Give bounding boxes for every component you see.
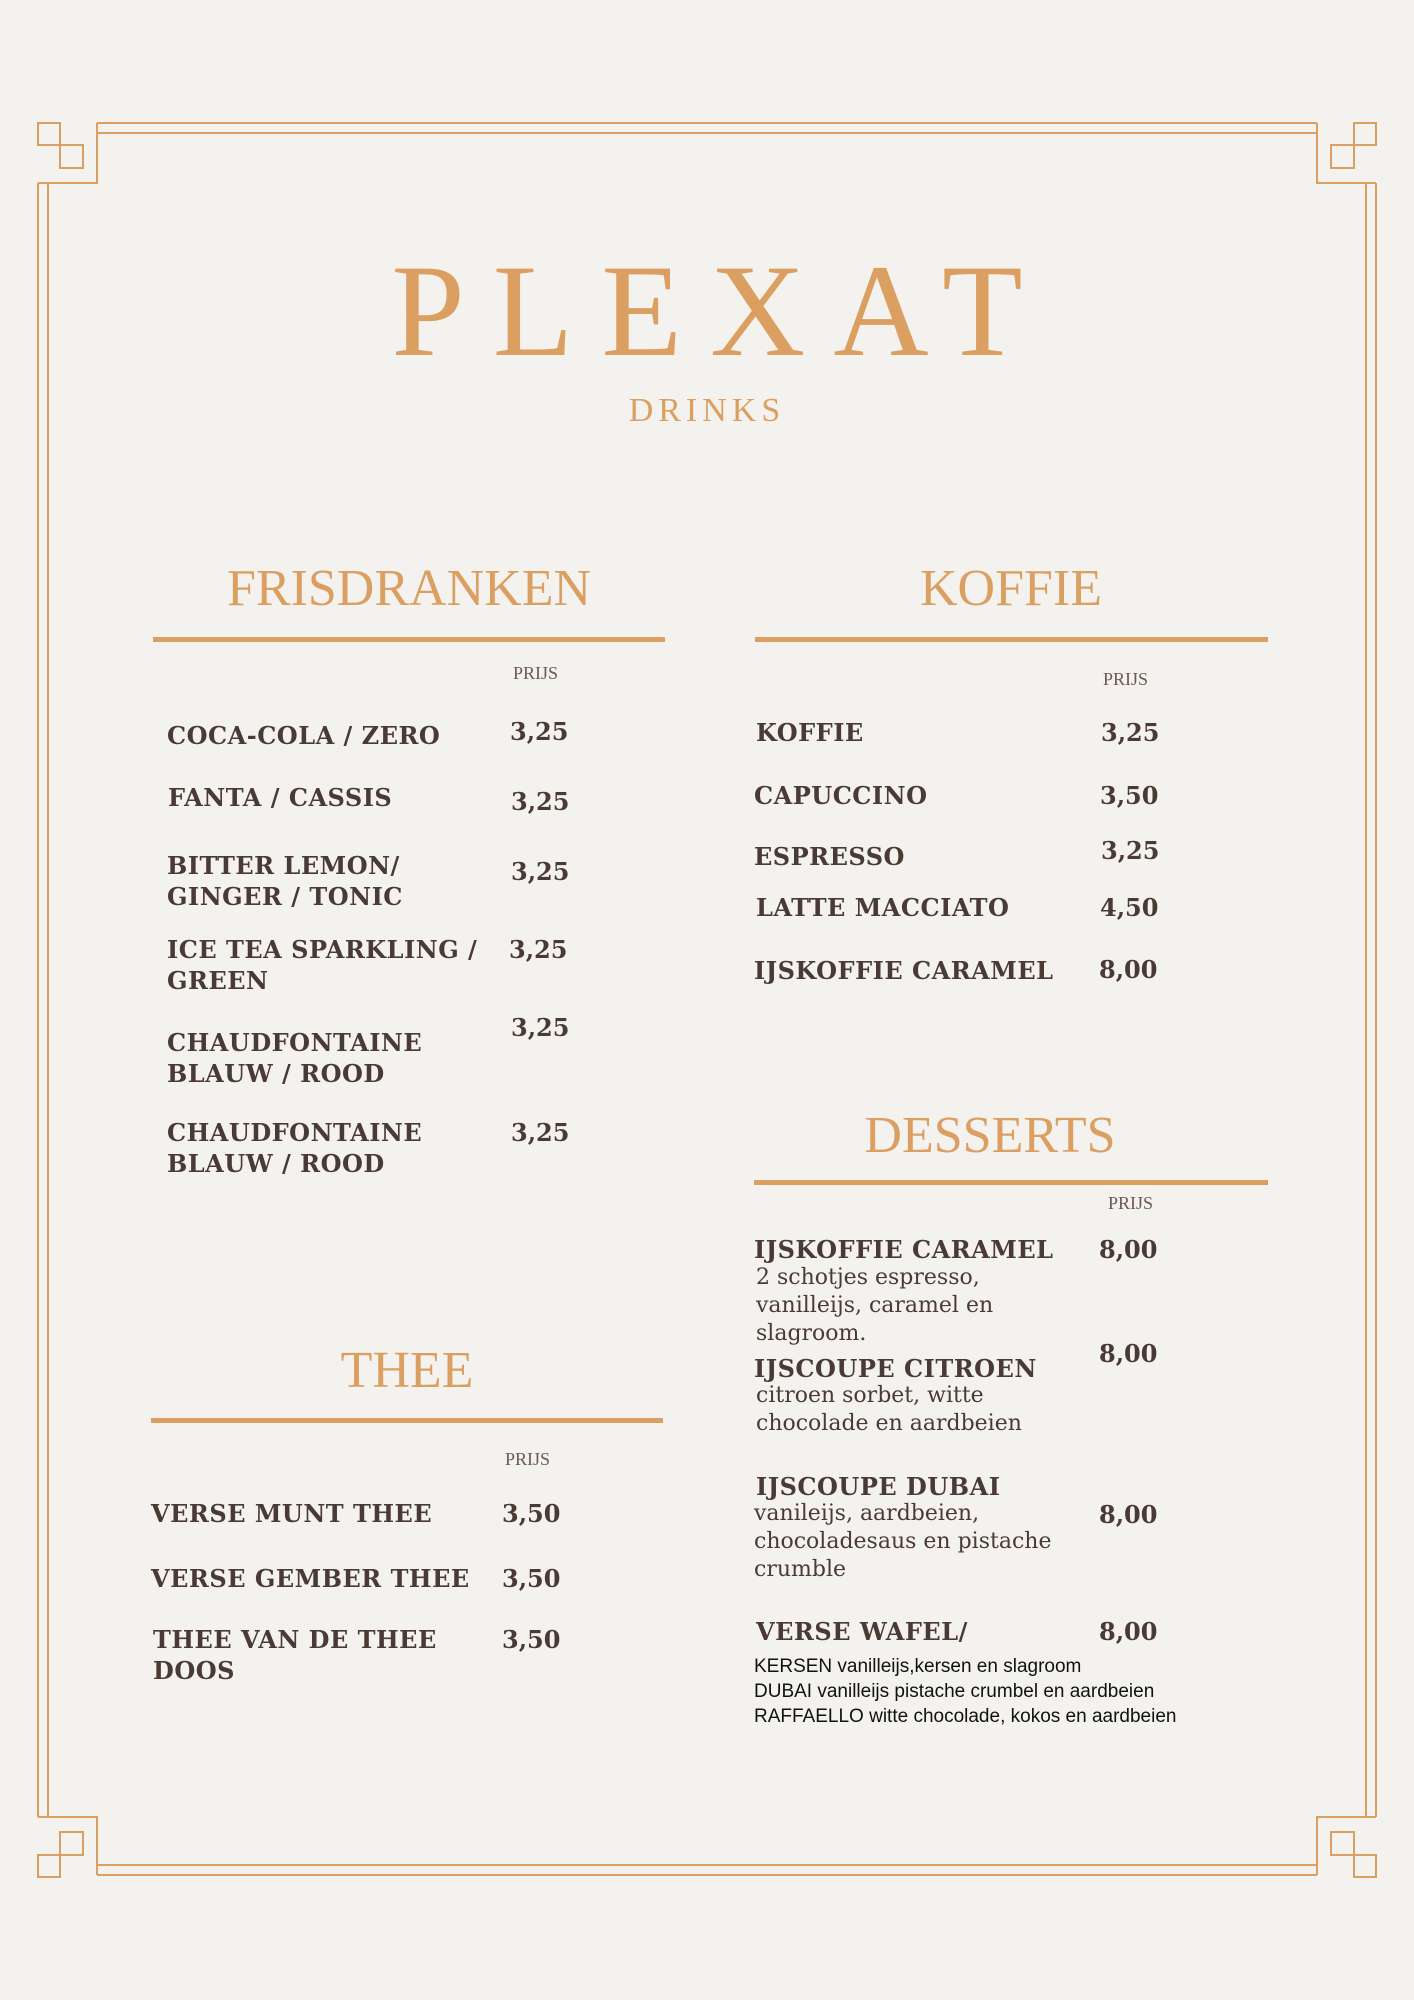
item-name: COCA-COLA / ZERO [167,721,441,750]
item-name-line2: DOOS [153,1656,235,1685]
item-name: CAPUCCINO [754,781,928,810]
item-price: 3,25 [1101,718,1160,747]
item-name-line2: BLAUW / ROOD [167,1149,385,1178]
section-divider [755,637,1268,642]
item-price: 8,00 [1099,1235,1158,1264]
price-column-label: PRIJS [505,1449,551,1469]
item-price: 3,25 [1101,836,1160,865]
item-price: 3,25 [511,1013,570,1042]
section-divider [151,1418,663,1423]
item-price: 4,50 [1100,893,1159,922]
section-divider [754,1180,1268,1185]
item-description: chocolade en aardbeien [756,1411,1022,1436]
item-name: VERSE WAFEL/ [756,1617,968,1646]
item-name-line2: GINGER / TONIC [167,882,403,911]
section-title-desserts: DESSERTS [864,1107,1116,1164]
item-name: CHAUDFONTAINE [167,1118,423,1147]
section-title-frisdranken: FRISDRANKEN [226,560,592,617]
item-name: BITTER LEMON/ [167,851,400,880]
item-description: slagroom. [756,1321,867,1346]
item-price: 8,00 [1099,955,1158,984]
item-description: 2 schotjes espresso, [756,1265,980,1290]
item-name: THEE VAN DE THEE [153,1625,437,1654]
section-divider [153,637,665,642]
item-name: VERSE GEMBER THEE [151,1564,470,1593]
item-name: IJSCOUPE DUBAI [756,1472,1001,1501]
price-column-label: PRIJS [513,663,559,683]
item-description: chocoladesaus en pistache [754,1529,1052,1554]
item-name-line2: GREEN [167,966,269,995]
item-price: 8,00 [1099,1617,1158,1646]
restaurant-name: PLEXAT [391,237,1051,384]
item-name: KOFFIE [756,718,864,747]
price-column-label: PRIJS [1108,1193,1154,1213]
item-description: vanilleijs, caramel en [756,1293,994,1318]
item-price: 3,25 [511,787,570,816]
item-price: 3,50 [1100,781,1159,810]
item-price: 3,50 [502,1564,561,1593]
item-price: 3,25 [510,717,569,746]
item-name: LATTE MACCIATO [756,893,1010,922]
item-name: ESPRESSO [754,842,905,871]
price-column-label: PRIJS [1103,669,1149,689]
item-price: 3,25 [511,857,570,886]
item-price: 8,00 [1099,1500,1158,1529]
item-name-line2: BLAUW / ROOD [167,1059,385,1088]
item-option: RAFFAELLO witte chocolade, kokos en aardbeien [754,1706,1177,1727]
section-title-koffie: KOFFIE [919,560,1103,617]
item-price: 3,25 [509,935,568,964]
item-option: KERSEN vanilleijs,kersen en slagroom [754,1656,1082,1677]
item-name: IJSCOUPE CITROEN [754,1354,1037,1383]
item-name: ICE TEA SPARKLING / [167,935,478,964]
item-description: vanileijs, aardbeien, [754,1501,980,1526]
item-name: FANTA / CASSIS [168,783,393,812]
section-title-thee: THEE [340,1342,474,1399]
item-description: citroen sorbet, witte [756,1383,984,1408]
item-price: 3,50 [502,1499,561,1528]
item-name: IJSKOFFIE CARAMEL [754,1235,1054,1264]
item-price: 3,25 [511,1118,570,1147]
item-option: DUBAI vanilleijs pistache crumbel en aardbeien [754,1681,1155,1702]
item-description: crumble [754,1557,847,1582]
item-name: CHAUDFONTAINE [167,1028,423,1057]
item-price: 8,00 [1099,1339,1158,1368]
item-name: VERSE MUNT THEE [151,1499,433,1528]
item-price: 3,50 [502,1625,561,1654]
item-name: IJSKOFFIE CARAMEL [754,956,1054,985]
menu-subtitle: DRINKS [628,392,786,429]
